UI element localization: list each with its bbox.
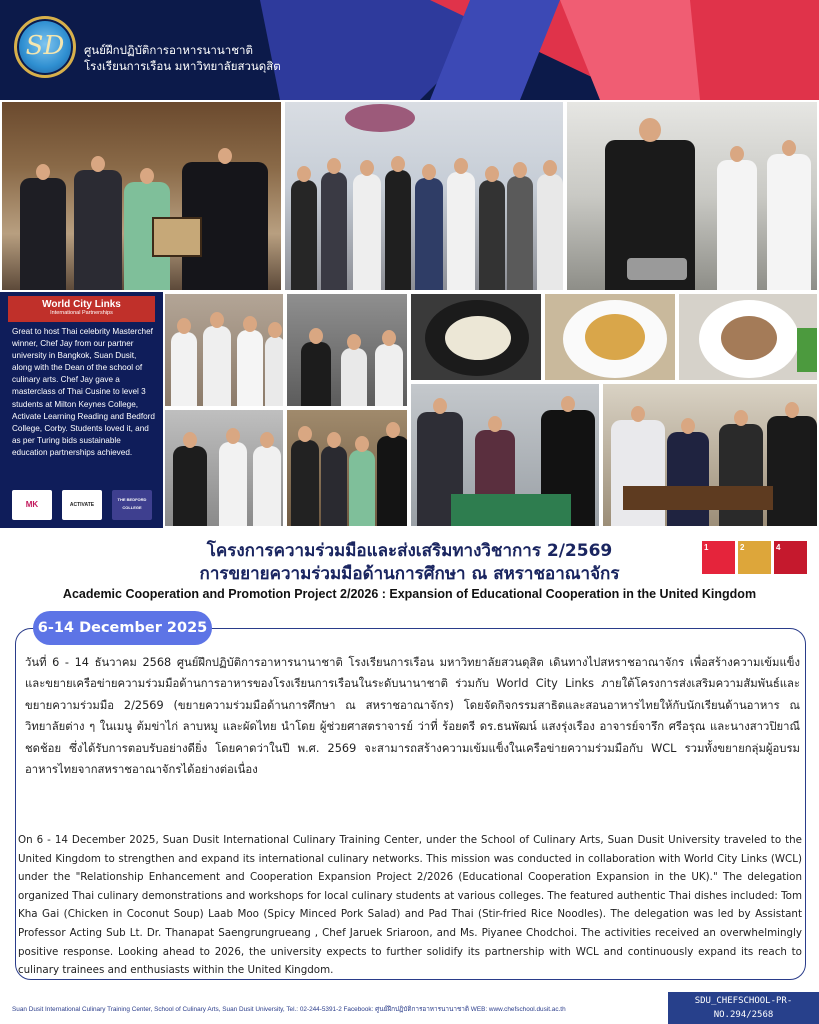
org-name bbox=[84, 42, 281, 74]
wcl-tag-subtitle: International Partnerships bbox=[50, 310, 113, 316]
sdg-1-no-poverty-icon: 1 bbox=[702, 541, 735, 574]
photo-demonstration bbox=[409, 382, 601, 528]
document-number bbox=[668, 992, 819, 1024]
header-banner bbox=[0, 0, 819, 100]
photo-group-award bbox=[285, 408, 409, 528]
photo-chef-cooking bbox=[565, 100, 819, 292]
title-thai-line1: โครงการความร่วมมือและส่งเสริมทางวิชาการ 2/2569 bbox=[206, 541, 613, 561]
document-number-line2: NO.294/2568 bbox=[713, 1010, 774, 1020]
mk-logo-icon: MK bbox=[12, 490, 52, 520]
sdg-4-quality-education-icon: 4 bbox=[774, 541, 807, 574]
title-thai-line2: การขยายความร่วมมือด้านการศึกษา ณ สหราชอาณาจักร bbox=[199, 564, 620, 584]
article-paragraph-english: On 6 - 14 December 2025, Suan Dusit International Culinary Training Center, under the School of Culinary Arts, Suan Dusit University traveled to the United Kingdom to strengthen and expand its international culinary networks. This mission was conducted in collaboration with World City Links (WCL) under the "Relationship Enhancement and Cooperation Expansion Project 2/2026 (Educational Cooperation Expansion in the UK)." The delegation organized Thai culinary demonstrations and workshops for local culinary students at various colleges. The featured authentic Thai dishes included: Tom Kha Gai (Chicken in Coconut Soup) Laab Moo (Spicy Minced Pork Salad) and Pad Thai (Stir-fried Rice Noodles). The delegation was led by Assistant Professor Acting Sub Lt. Dr. Thanapat Saengrungrueang , Chef Jaruek Sriaroon, and Ms. Piyanee Chodchoi. The activities received an overwhelmingly positive response. Looking ahead to 2026, the university expects to further solidify its partnership with WCL and continuously expand its reach to culinary trainees and enthusiasts within the United Kingdom. bbox=[18, 834, 802, 977]
photo-class-1 bbox=[163, 292, 285, 408]
wcl-tag bbox=[8, 296, 155, 322]
photo-meeting-table bbox=[601, 382, 819, 528]
photo-dish-laab-moo bbox=[677, 292, 819, 382]
photo-class-3 bbox=[163, 408, 285, 528]
photo-group-students bbox=[283, 100, 565, 292]
photo-class-2 bbox=[285, 292, 409, 408]
org-name-line2: โรงเรียนการเรือน มหาวิทยาลัยสวนดุสิต bbox=[84, 59, 281, 73]
photo-group-handover bbox=[0, 100, 283, 292]
title-english: Academic Cooperation and Promotion Project 2/2026 : Expansion of Educational Cooperation in the United Kingdom bbox=[62, 587, 757, 601]
date-badge: 6-14 December 2025 bbox=[33, 611, 212, 645]
sdg-2-zero-hunger-icon: 2 bbox=[738, 541, 771, 574]
photo-dish-pad-thai bbox=[543, 292, 677, 382]
wcl-tag-title: World City Links bbox=[42, 299, 121, 310]
article-paragraph-thai: วันที่ 6 - 14 ธันวาคม 2568 ศูนย์ฝึกปฏิบัติการอาหารนานาชาติ โรงเรียนการเรือน มหาวิทยาลัยสวนดุสิต เดินทางไปสหราชอาณาจักร เพื่อสร้างความเข้มแข็งและขยายเครือข่ายความร่วมมือด้านการอาหารของโรงเรียนการเรือนในระดับนานาชาติ ร่วมกับ World City Links ภายใต้โครงการส่งเสริมความสัมพันธ์และขยายความร่วมมือ 2/2569 (ขยายความร่วมมือด้านการศึกษา ณ สหราชอาณาจักร) โดยจัดกิจกรรมสาธิตและสอนอาหารไทยให้กับนักเรียนด้านอาหาร ณ วิทยาลัยต่าง ๆ ในเมนู ต้มข่าไก่ ลาบหมู และผัดไทย นำโดย ผู้ช่วยศาสตราจารย์ ว่าที่ ร้อยตรี ดร.ธนพัฒน์ แสงรุ่งเรือง อาจารย์จารึก ศรีอรุณ และนางสาวปิยาณี ชดช้อย ซึ่งได้รับการตอบรับอย่างดียิ่ง โดยคาดว่าในปี พ.ศ. 2569 จะสามารถสร้างความเข้มแข็งในเครือข่ายความร่วมมือกับ WCL รวมทั้งขยายกลุ่มผู้อบรมอาหารไทยจากสหราชอาณาจักรได้อย่างต่อเนื่อง bbox=[25, 656, 800, 777]
document-number-line1: SDU_CHEFSCHOOL-PR- bbox=[694, 996, 793, 1006]
photo-dish-tom-kha bbox=[409, 292, 543, 382]
footer-contact: Suan Dusit International Culinary Training Center, School of Culinary Arts, Suan Dusit University, Tel.: 02-244-5391-2 Facebook: ศูนย์ฝึกปฏิบัติการอาหารนานาชาติ WEB: www.chefschool.dusit.ac.th bbox=[12, 1006, 566, 1013]
wcl-text: Great to host Thai celebrity Masterchef winner, Chef Jay from our partner university in Bangkok, Suan Dusit, along with the Dean of the school of culinary arts. Chef Jay gave a masterclass of Thai Cusine to level 3 students at Milton Keynes College, Activate Learning Reading and Bedford College, Corby. Students loved it, and as per Turing bids sustainable education partnerships achieved. bbox=[12, 327, 155, 457]
activate-logo-icon: ACTIVATE bbox=[62, 490, 102, 520]
bedford-logo-icon: THE BEDFORD COLLEGE bbox=[112, 490, 152, 520]
org-name-line1: ศูนย์ฝึกปฏิบัติการอาหารนานาชาติ bbox=[84, 43, 253, 57]
university-crest-icon: SD bbox=[14, 16, 76, 78]
